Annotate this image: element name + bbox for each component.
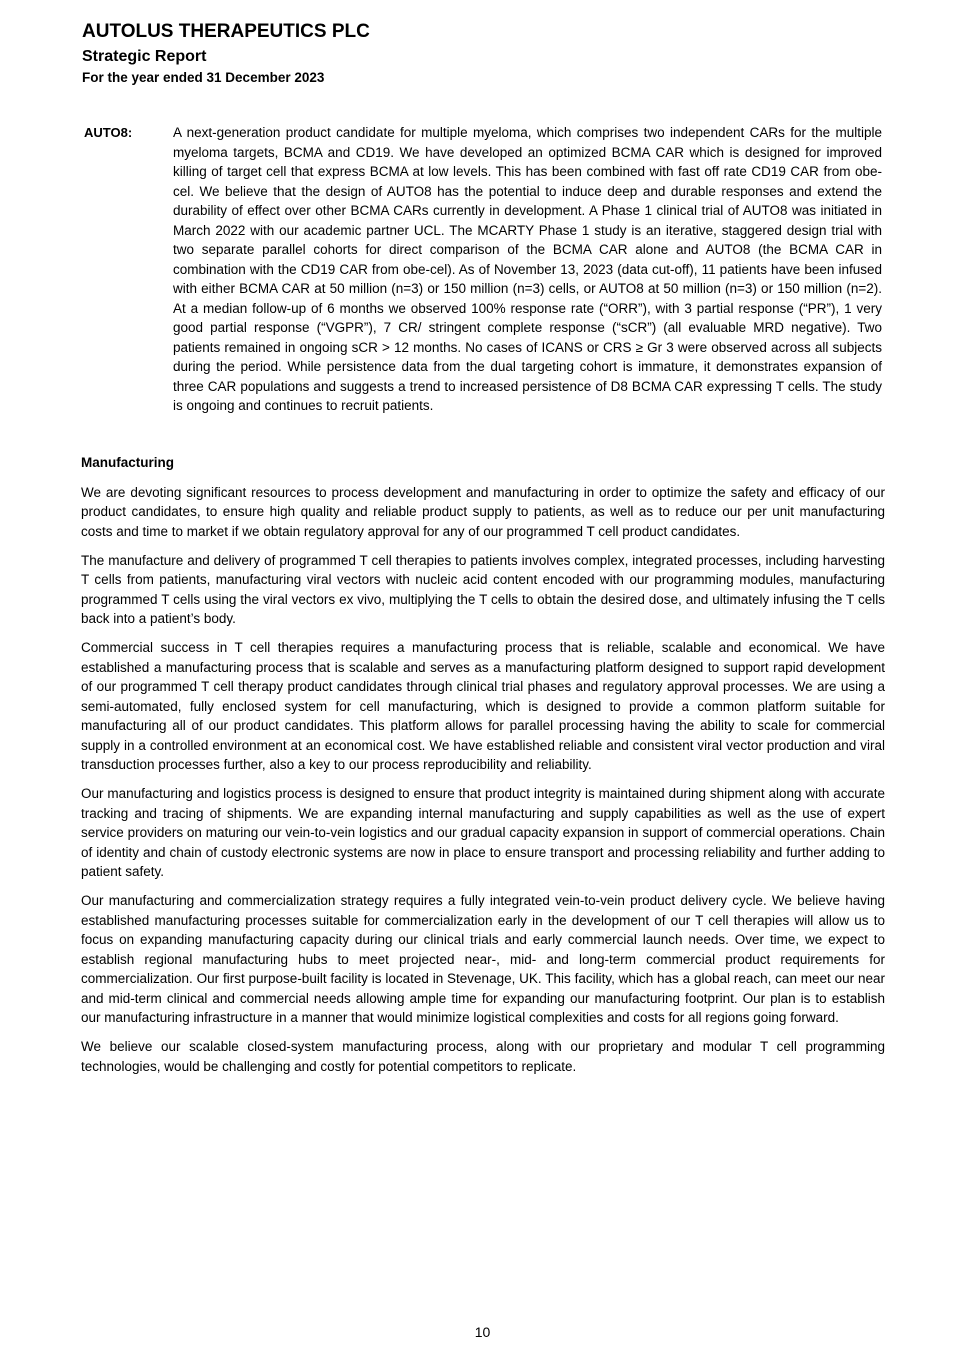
page-number: 10	[474, 1324, 491, 1340]
manufacturing-paragraph: Our manufacturing and commercialization strategy requires a fully integrated vein-to-vein product delivery cycle. We believe having established manufacturing processes suitable for commercialization early in the development of our T cell therapies will allow us to focus on expanding manufacturing capacity during our clinical trials and early commercial launch needs. Over time, we expect to establish regional manufacturing hubs to meet projected near-, mid- and long-term commercial product requirements for commercialization. Our first purpose-built facility is located in Stevenage, UK. This facility, which has a global reach, can meet our near and mid-term clinical and commercial needs allowing ample time for expanding our manufacturing footprint. Our plan is to establish our manufacturing infrastructure in a manner that would minimize logistical complexities and costs for all regions going forward.	[81, 893, 885, 1025]
auto8-section	[84, 123, 882, 416]
manufacturing-heading: Manufacturing	[81, 455, 174, 470]
auto8-description: A next-generation product candidate for multiple myeloma, which comprises two independent CARs for the multiple myeloma targets, BCMA and CD19. We have developed an optimized BCMA CAR which is designed for improved killing of target cell that express BCMA at low levels. This has been combined with fast off rate CD19 CAR from obe-cel. We believe that the design of AUTO8 has the potential to induce deep and durable responses and extend the durability of effect over other BCMA CARs currently in development. A Phase 1 clinical trial of AUTO8 was initiated in March 2022 with our academic partner UCL. The MCARTY Phase 1 study is an iterative, staggered design trial with two separate parallel cohorts for direct comparison of the BCMA CAR alone and AUTO8 (the BCMA CAR in combination with the CD19 CAR from obe-cel). As of November 13, 2023 (data cut-off), 11 patients have been infused with either BCMA CAR at 50 million (n=3) or 150 million (n=3) cells, or AUTO8 at 50 million (n=3) or 150 million (n=2). At a median follow-up of 6 months we observed 100% response rate (“ORR”), with 3 partial response (“PR”), 1 very good partial response (“VGPR”), 7 CR/ stringent complete response (“sCR”) (all evaluable MRD negative). Two patients remained in ongoing sCR > 12 months. No cases of ICANS or CRS ≥ Gr 3 were observed across all subjects during the period. While persistence data from the dual targeting cohort is immature, it demonstrates expansion of three CAR populations and suggests a trend to increased persistence of D8 BCMA CAR expressing T cells. The study is ongoing and continues to recruit patients.	[173, 125, 882, 413]
page-header	[82, 20, 370, 87]
auto8-label: AUTO8:	[84, 125, 133, 140]
report-period: For the year ended 31 December 2023	[82, 70, 325, 85]
manufacturing-paragraph: We believe our scalable closed-system manufacturing process, along with our proprietary and modular T cell programming technologies, would be challenging and costly for potential competitors to replicate.	[81, 1039, 885, 1074]
manufacturing-paragraph: Commercial success in T cell therapies requires a manufacturing process that is reliable, scalable and economical. We have established a manufacturing process that is scalable and serves as a manufacturing platform designed to support rapid development of our programmed T cell therapy product candidates through clinical trial phases and regulatory approval processes. We are using a semi-automated, fully enclosed system for cell manufacturing, which is designed to provide a common platform suitable for manufacturing all of our product candidates. This platform allows for parallel processing having the ability to scale for commercial supply in a controlled environment at an economical cost. We have established reliable and consistent viral vector production and viral transduction processes further, also a key to our process reproducibility and reliability.	[81, 640, 885, 772]
manufacturing-paragraph: The manufacture and delivery of programmed T cell therapies to patients involves complex, integrated processes, including harvesting T cells from patients, manufacturing viral vectors with nucleic acid content encoded with our programming modules, manufacturing programmed T cells using the viral vectors ex vivo, multiplying the T cells to obtain the desired dose, and ultimately infusing the T cells back into a patient’s body.	[81, 552, 885, 626]
report-title: Strategic Report	[82, 48, 207, 65]
manufacturing-section	[81, 453, 885, 1086]
company-name: AUTOLUS THERAPEUTICS PLC	[82, 21, 370, 42]
manufacturing-paragraph: Our manufacturing and logistics process is designed to ensure that product integrity is maintained during shipment along with accurate tracking and tracing of shipments. We are expanding internal manufacturing and supply capabilities as well as the use of expert service providers on maturing our vein-to-vein logistics and our gradual capacity expansion in support of commercial operations. Chain of identity and chain of custody electronic systems are now in place to ensure transport and processing reliability and further adding to patient safety.	[81, 786, 885, 879]
manufacturing-paragraph: We are devoting significant resources to process development and manufacturing in order to optimize the safety and efficacy of our product candidates, to ensure high quality and reliable product supply to patients, as well as to reduce our per unit manufacturing costs and time to market if we obtain regulatory approval for any of our programmed T cell product candidates.	[81, 484, 885, 539]
